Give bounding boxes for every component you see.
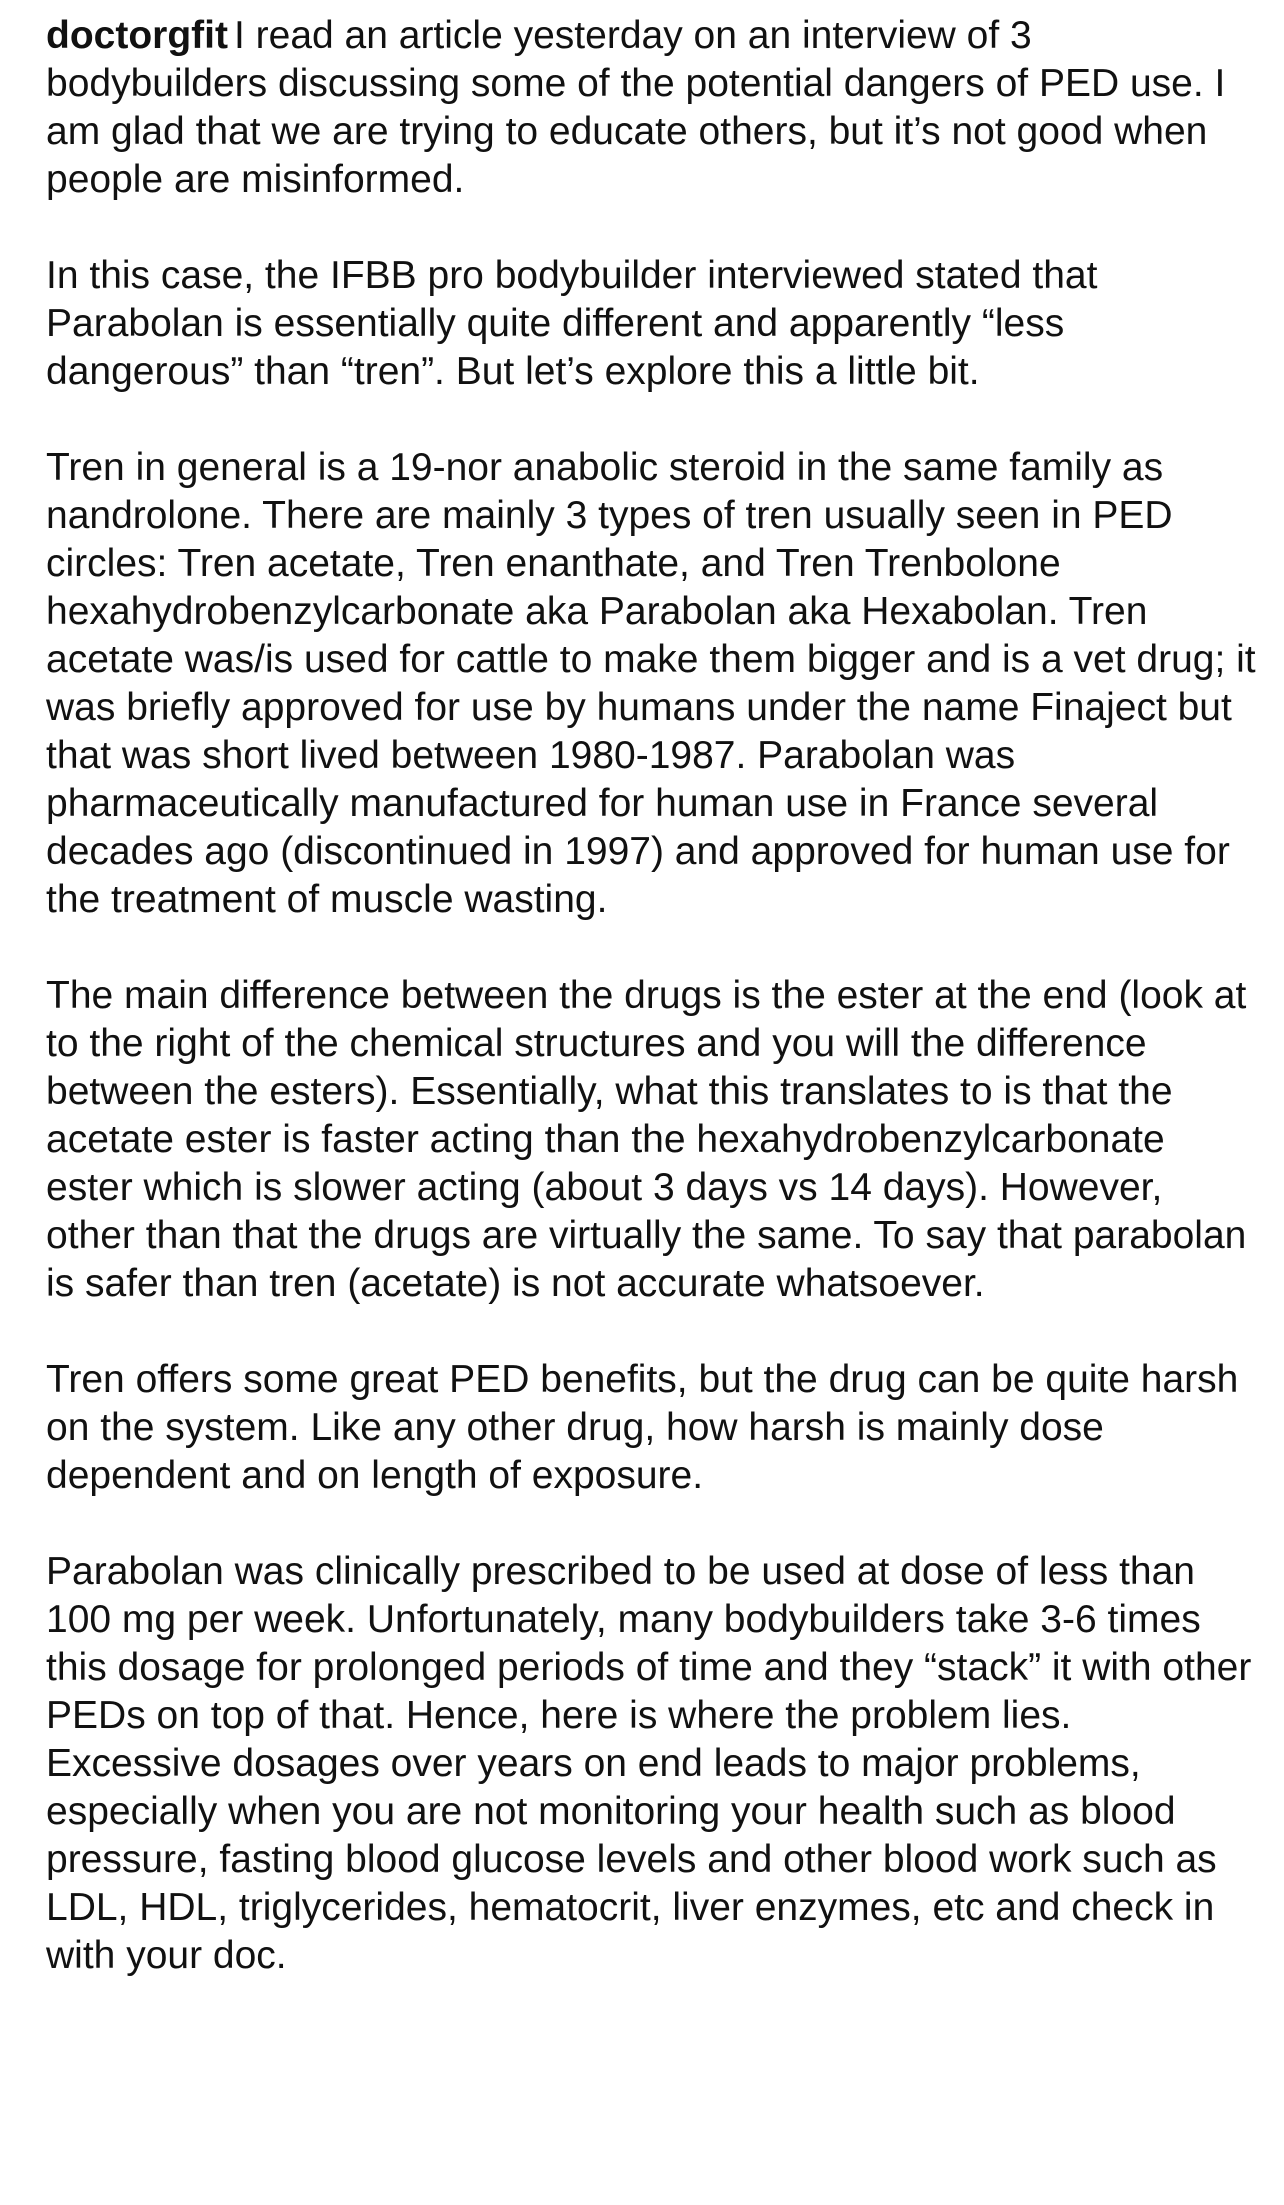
caption-paragraph-1 xyxy=(46,12,1256,204)
caption-paragraph-6: Parabolan was clinically prescribed to be used at dose of less than 100 mg per week. Unfortunately, many bodybuilders take 3-6 times this dosage for prolonged periods of time and they “stack” it with other PEDs on top of that. Hence, here is where the problem lies. Excessive dosages over years on end leads to major problems, especially when you are not monitoring your health such as blood pressure, fasting blood glucose levels and other blood work such as LDL, HDL, triglycerides, hematocrit, liver enzymes, etc and check in with your doc. xyxy=(46,1550,1252,1977)
username-link[interactable]: doctorgfit xyxy=(46,14,228,57)
caption-paragraph-5: Tren offers some great PED benefits, but the drug can be quite harsh on the system. Like any other drug, how harsh is mainly dose dependent and on length of exposure. xyxy=(46,1358,1239,1497)
caption-paragraph-2: In this case, the IFBB pro bodybuilder interviewed stated that Parabolan is essentially quite different and apparently “less dangerous” than “tren”. But let’s explore this a little bit. xyxy=(46,254,1098,393)
caption-text-1: I read an article yesterday on an interview of 3 bodybuilders discussing some of the potential dangers of PED use. I am glad that we are trying to educate others, but it’s not good when people are misinformed. xyxy=(46,14,1226,201)
post-caption xyxy=(46,12,1256,1980)
caption-paragraph-4: The main difference between the drugs is the ester at the end (look at to the right of the chemical structures and you will the difference between the esters). Essentially, what this translates to is that the acetate ester is faster acting than the hexahydrobenzylcarbonate ester which is slower acting (about 3 days vs 14 days). However, other than that the drugs are virtually the same. To say that parabolan is safer than tren (acetate) is not accurate whatsoever. xyxy=(46,974,1247,1305)
caption-paragraph-3: Tren in general is a 19-nor anabolic steroid in the same family as nandrolone. There are mainly 3 types of tren usually seen in PED circles: Tren acetate, Tren enanthate, and Tren Trenbolone hexahydrobenzylcarbonate aka Parabolan aka Hexabolan. Tren acetate was/is used for cattle to make them bigger and is a vet drug; it was briefly approved for use by humans under the name Finaject but that was short lived between 1980-1987. Parabolan was pharmaceutically manufactured for human use in France several decades ago (discontinued in 1997) and approved for human use for the treatment of muscle wasting. xyxy=(46,446,1256,921)
